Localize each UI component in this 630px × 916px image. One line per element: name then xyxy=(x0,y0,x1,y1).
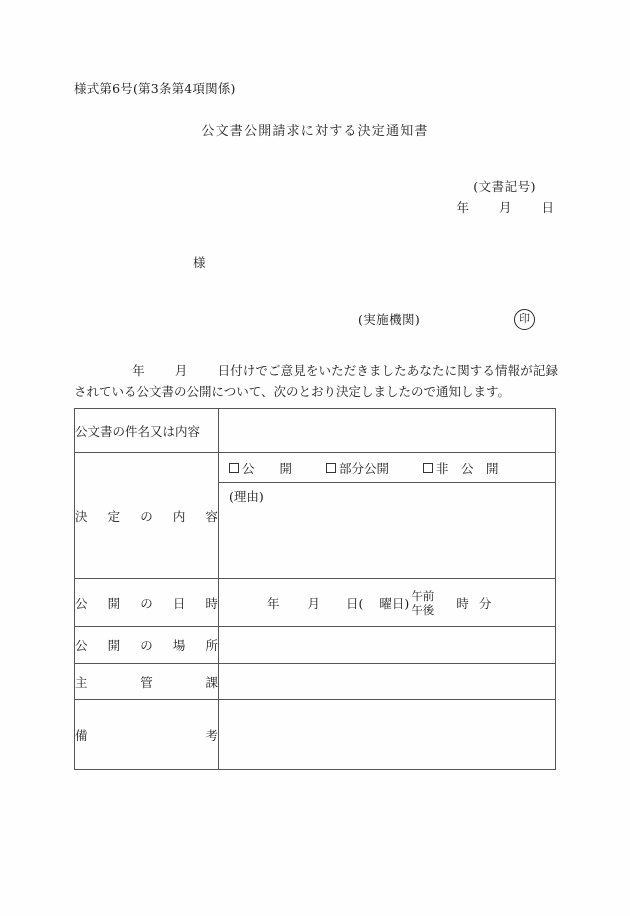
label-char: 課 xyxy=(205,674,218,690)
datetime-day: 日( xyxy=(346,595,364,611)
document-symbol-label: (文書記号) xyxy=(473,179,536,194)
datetime-weekday: 曜日) xyxy=(379,595,410,611)
label-char: 容 xyxy=(205,508,218,524)
checkbox-icon[interactable] xyxy=(326,463,336,473)
hour-label: 時 xyxy=(456,595,469,611)
datetime-month: 月 xyxy=(307,595,321,611)
label-char: 内 xyxy=(172,508,186,524)
row-value-disclosure-place[interactable] xyxy=(219,627,556,664)
checkbox-option-non-disclosure[interactable]: 非 公 開 xyxy=(423,459,499,477)
label-char: 日 xyxy=(172,595,186,611)
issue-date-day: 日 xyxy=(541,200,554,215)
row-label-remarks xyxy=(75,700,219,770)
label-char: 所 xyxy=(205,638,218,653)
label-char: の xyxy=(140,595,153,611)
issue-date-year: 年 xyxy=(456,200,469,215)
body-date-month: 月 xyxy=(174,363,188,378)
disclosure-option-group xyxy=(219,453,555,483)
issuing-agency-label: (実施機関) xyxy=(358,312,421,327)
table-row xyxy=(75,579,556,627)
label-char: の xyxy=(140,508,153,524)
datetime-year: 年 xyxy=(267,595,280,611)
checkbox-option-full-disclosure[interactable]: 公 開 xyxy=(229,459,292,477)
issue-date-month: 月 xyxy=(498,200,512,215)
row-value-decision-content xyxy=(219,453,556,579)
label-char: 備 xyxy=(75,727,88,743)
label-char: 開 xyxy=(107,595,121,611)
label-char: 定 xyxy=(107,508,121,524)
addressee-honorific: 様 xyxy=(193,255,206,270)
notification-body-text xyxy=(74,360,558,402)
label-char: 主 xyxy=(75,674,88,690)
decision-form-table xyxy=(74,408,556,770)
pm-label: 午後 xyxy=(411,602,435,617)
page-title: 公文書公開請求に対する決定通知書 xyxy=(201,124,429,139)
row-label-responsible-section xyxy=(75,664,219,700)
row-label-decision-content xyxy=(75,453,219,579)
decision-wrapper xyxy=(219,453,555,578)
row-value-disclosure-datetime[interactable] xyxy=(219,579,556,627)
label-char: 場 xyxy=(172,638,186,653)
row-value-subject[interactable] xyxy=(219,409,556,453)
label-char: の xyxy=(140,638,153,653)
row-value-responsible-section[interactable] xyxy=(219,664,556,700)
table-row xyxy=(75,700,556,770)
label-char: 決 xyxy=(75,508,88,524)
checkbox-icon[interactable] xyxy=(423,463,433,473)
am-label: 午前 xyxy=(411,588,435,603)
checkbox-icon[interactable] xyxy=(229,463,239,473)
minute-label: 分 xyxy=(478,595,492,611)
row-label-disclosure-place xyxy=(75,627,219,664)
label-char: 時 xyxy=(205,595,218,611)
label-char: 公 xyxy=(75,595,88,611)
row-label-subject: 公文書の件名又は内容 xyxy=(75,409,219,453)
row-value-remarks[interactable] xyxy=(219,700,556,770)
label-char: 管 xyxy=(140,674,153,690)
checkbox-option-partial-disclosure[interactable]: 部分公開 xyxy=(326,459,389,477)
label-char: 公 xyxy=(75,638,88,653)
reason-label: (理由) xyxy=(229,489,264,504)
label-char: 開 xyxy=(107,638,121,653)
table-row xyxy=(75,409,556,453)
seal-stamp-icon: 印 xyxy=(514,309,535,330)
label-char: 考 xyxy=(205,727,218,743)
table-row xyxy=(75,453,556,579)
time-fields xyxy=(456,594,491,612)
reason-area[interactable] xyxy=(219,483,555,578)
body-date-year: 年 xyxy=(132,363,145,378)
form-number-label: 様式第6号(第3条第4項関係) xyxy=(74,81,236,96)
issue-date-line xyxy=(0,198,630,216)
table-row xyxy=(75,664,556,700)
row-label-disclosure-datetime xyxy=(75,579,219,627)
am-pm-selector[interactable] xyxy=(411,589,434,617)
datetime-fields xyxy=(219,589,555,617)
table-row xyxy=(75,627,556,664)
body-text: 日付けでご意見をいただきましたあなたに関する情報が記録されている公文書の公開について、次のとおり決定しましたので通知します。 xyxy=(74,363,558,399)
